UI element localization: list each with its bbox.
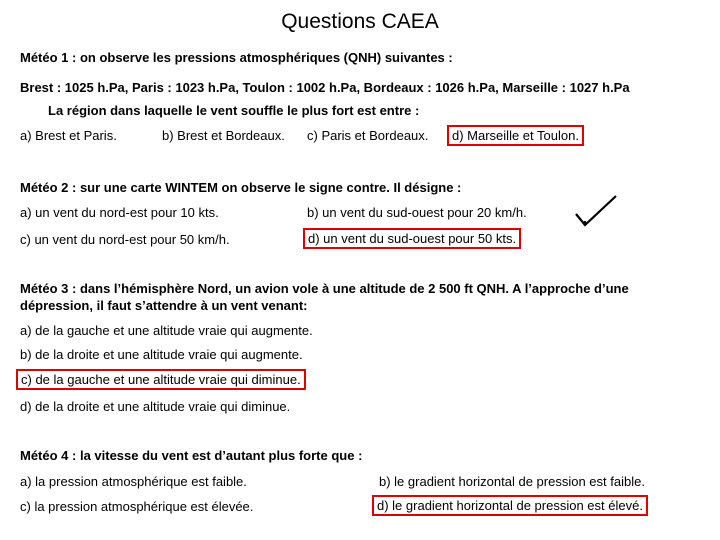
wind-barb-icon xyxy=(572,192,620,232)
q4-answer-d-selected[interactable]: d) le gradient horizontal de pression est élevé. xyxy=(372,495,648,516)
question-3-text-line-2: dépression, il faut s’attendre à un vent venant: xyxy=(20,298,308,313)
q1-answer-b[interactable]: b) Brest et Bordeaux. xyxy=(162,128,285,143)
q4-answer-a[interactable]: a) la pression atmosphérique est faible. xyxy=(20,474,247,489)
q1-answer-a[interactable]: a) Brest et Paris. xyxy=(20,128,117,143)
question-4-text: Météo 4 : la vitesse du vent est d’autant plus forte que : xyxy=(20,448,363,463)
q2-answer-a[interactable]: a) un vent du nord-est pour 10 kts. xyxy=(20,205,219,220)
page-title: Questions CAEA xyxy=(281,10,439,33)
question-1-text: Météo 1 : on observe les pressions atmosphériques (QNH) suivantes : xyxy=(20,50,453,65)
q1-answer-d-selected[interactable]: d) Marseille et Toulon. xyxy=(447,125,584,146)
question-3-text-line-1: Météo 3 : dans l’hémisphère Nord, un avion vole à une altitude de 2 500 ft QNH. A l’approche d’une xyxy=(20,281,629,296)
q3-answer-b[interactable]: b) de la droite et une altitude vraie qui augmente. xyxy=(20,347,303,362)
q3-answer-d[interactable]: d) de la droite et une altitude vraie qui diminue. xyxy=(20,399,291,414)
question-1-prompt: La région dans laquelle le vent souffle le plus fort est entre : xyxy=(48,103,420,118)
question-1-data: Brest : 1025 h.Pa, Paris : 1023 h.Pa, Toulon : 1002 h.Pa, Bordeaux : 1026 h.Pa, Marseille : 1027 h.Pa xyxy=(20,80,630,95)
q2-answer-c[interactable]: c) un vent du nord-est pour 50 km/h. xyxy=(20,232,230,247)
q4-answer-c[interactable]: c) la pression atmosphérique est élevée. xyxy=(20,499,254,514)
q4-answer-b[interactable]: b) le gradient horizontal de pression est faible. xyxy=(379,474,645,489)
q2-answer-d-selected[interactable]: d) un vent du sud-ouest pour 50 kts. xyxy=(303,228,521,249)
q1-answer-c[interactable]: c) Paris et Bordeaux. xyxy=(307,128,429,143)
q3-answer-a[interactable]: a) de la gauche et une altitude vraie qui augmente. xyxy=(20,323,313,338)
q2-answer-b[interactable]: b) un vent du sud-ouest pour 20 km/h. xyxy=(307,205,527,220)
q3-answer-c-selected[interactable]: c) de la gauche et une altitude vraie qui diminue. xyxy=(16,369,306,390)
question-2-text: Météo 2 : sur une carte WINTEM on observe le signe contre. Il désigne : xyxy=(20,180,462,195)
